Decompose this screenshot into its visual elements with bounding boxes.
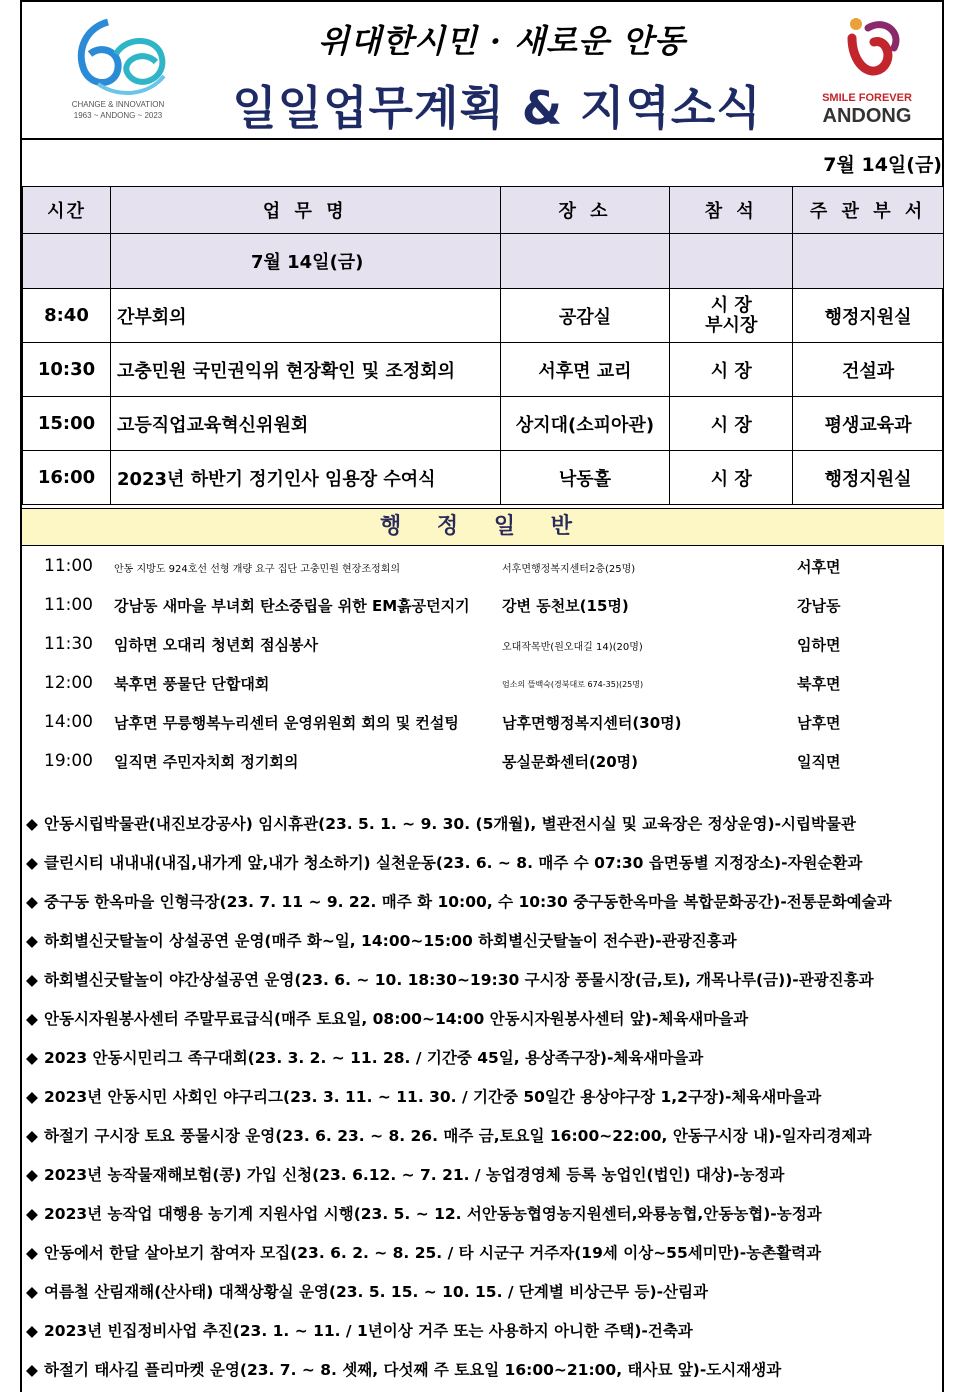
table-header-row: [23, 187, 944, 234]
notice-text: 중구동 한옥마을 인형극장(23. 7. 11 ~ 9. 22. 매주 화 10:00, 수 10:30 중구동한옥마을 복합문화공간)-전통문화예술과: [44, 893, 892, 911]
diamond-bullet-icon: ◆: [26, 1361, 38, 1379]
diamond-bullet-icon: ◆: [26, 1205, 38, 1223]
row-dept: 평생교육과: [793, 397, 944, 451]
day-label: 7월 14일(금): [110, 234, 500, 289]
diamond-bullet-icon: ◆: [26, 1127, 38, 1145]
notice-text: 여름철 산림재해(산사태) 대책상황실 운영(23. 5. 15. ~ 10. 15. / 단계별 비상근무 등)-산림과: [44, 1283, 708, 1301]
diamond-bullet-icon: ◆: [26, 893, 38, 911]
page-title: 일일업무계획 & 지역소식: [232, 81, 762, 135]
andong-logo: [812, 12, 922, 132]
notice-item: [26, 968, 942, 998]
row-place: 낙동홀: [500, 451, 670, 505]
diamond-bullet-icon: ◆: [26, 932, 38, 950]
notice-item: [26, 1358, 942, 1388]
list-item: [22, 548, 944, 584]
row-time: 10:30: [23, 343, 111, 397]
admin-place: 몽실문화센터(20명): [502, 753, 639, 771]
smile-andong-logo-icon: [812, 12, 922, 90]
logo-caption-2: 1963 ~ ANDONG ~ 2023: [73, 111, 163, 120]
list-item: [22, 704, 944, 740]
admin-region: 일직면: [797, 753, 841, 771]
list-item: [22, 587, 944, 623]
row-attend: 시 장: [670, 343, 793, 397]
notice-item: [26, 851, 942, 881]
diamond-bullet-icon: ◆: [26, 1322, 38, 1340]
notice-item: [26, 1241, 942, 1271]
notice-item: [26, 1202, 942, 1232]
schedule-table: [22, 186, 944, 505]
notice-text: 하절기 태사길 플리마켓 운영(23. 7. ~ 8. 셋째, 다섯째 주 토요일 16:00~21:00, 태사묘 앞)-도시재생과: [44, 1361, 782, 1379]
notice-text: 2023년 빈집정비사업 추진(23. 1. ~ 11. / 1년이상 거주 또는 사용하지 아니한 주택)-건축과: [44, 1322, 693, 1340]
notice-text: 2023년 농작물재해보험(콩) 가입 신청(23. 6.12. ~ 7. 21. / 농업경영체 등록 농업인(법인) 대상)-농정과: [44, 1166, 785, 1184]
admin-section-title: 행 정 일 반: [22, 508, 944, 546]
admin-time: 19:00: [44, 751, 93, 771]
admin-time: 12:00: [44, 673, 93, 693]
notice-text: 하회별신굿탈놀이 상설공연 운영(매주 화~일, 14:00~15:00 하회별신굿탈놀이 전수관)-관광진흥과: [44, 932, 737, 950]
report-date: 7월 14일(금): [823, 154, 942, 176]
row-place: 상지대(소피아관): [500, 397, 670, 451]
anniversary-logo: [58, 14, 178, 126]
admin-place: 엄소의 뜰백숙(경북대로 674-35)(25명): [502, 680, 644, 689]
notice-item: [26, 1046, 942, 1076]
row-time: 16:00: [23, 451, 111, 505]
admin-name: 남후면 무릉행복누리센터 운영위원회 회의 및 컨설팅: [114, 714, 459, 732]
row-attend: 시 장 부시장: [670, 289, 793, 343]
slogan: 위대한시민 · 새로운 안동: [318, 22, 686, 60]
table-row: [23, 451, 944, 505]
andong-logo-tagline: SMILE FOREVER: [822, 92, 912, 104]
diamond-bullet-icon: ◆: [26, 1088, 38, 1106]
admin-name: 강남동 새마을 부녀회 탄소중립을 위한 EM흙공던지기: [114, 597, 470, 615]
admin-name: 북후면 풍물단 단합대회: [114, 675, 270, 693]
andong-logo-name: ANDONG: [822, 105, 912, 127]
admin-time: 11:00: [44, 595, 93, 615]
header-dept: 주 관 부 서: [793, 187, 944, 234]
header-place: 장 소: [500, 187, 670, 234]
admin-region: 남후면: [797, 714, 841, 732]
admin-place: 오대작목반(원오대길 14)(20명): [502, 642, 643, 653]
notice-item: [26, 890, 942, 920]
row-place: 서후면 교리: [500, 343, 670, 397]
notice-item: [26, 1007, 942, 1037]
row-task: 2023년 하반기 정기인사 임용장 수여식: [110, 451, 500, 505]
notice-item: [26, 1319, 942, 1349]
admin-region: 서후면: [797, 558, 841, 576]
header-task: 업 무 명: [110, 187, 500, 234]
notice-text: 안동에서 한달 살아보기 참여자 모집(23. 6. 2. ~ 8. 25. / 타 시군구 거주자(19세 이상~55세미만)-농촌활력과: [44, 1244, 822, 1262]
sixty-logo-icon: [58, 14, 178, 104]
row-attend: 시 장: [670, 397, 793, 451]
row-task: 고충민원 국민권익위 현장확인 및 조정회의: [110, 343, 500, 397]
diamond-bullet-icon: ◆: [26, 815, 38, 833]
row-time: 15:00: [23, 397, 111, 451]
diamond-bullet-icon: ◆: [26, 1010, 38, 1028]
table-row: [23, 397, 944, 451]
row-dept: 건설과: [793, 343, 944, 397]
diamond-bullet-icon: ◆: [26, 971, 38, 989]
notice-text: 안동시자원봉사센터 주말무료급식(매주 토요일, 08:00~14:00 안동시자원봉사센터 앞)-체육새마을과: [44, 1010, 749, 1028]
row-attend: 시 장: [670, 451, 793, 505]
admin-place: 서후면행정복지센터2층(25명): [502, 564, 636, 575]
admin-time: 14:00: [44, 712, 93, 732]
list-item: [22, 665, 944, 701]
logo-caption-1: CHANGE & INNOVATION: [71, 100, 165, 109]
table-row: [23, 289, 944, 343]
admin-name: 안동 지방도 924호선 선형 개량 요구 집단 고충민원 현장조정회의: [114, 564, 401, 575]
day-row: [23, 234, 944, 289]
header-time: 시간: [23, 187, 111, 234]
list-item: [22, 743, 944, 779]
notice-text: 안동시립박물관(내진보강공사) 임시휴관(23. 5. 1. ~ 9. 30. (5개월), 별관전시실 및 교육장은 정상운영)-시립박물관: [44, 815, 856, 833]
row-dept: 행정지원실: [793, 289, 944, 343]
list-item: [22, 626, 944, 662]
notice-item: [26, 1124, 942, 1154]
row-task: 고등직업교육혁신위원회: [110, 397, 500, 451]
diamond-bullet-icon: ◆: [26, 854, 38, 872]
diamond-bullet-icon: ◆: [26, 1244, 38, 1262]
row-place: 공감실: [500, 289, 670, 343]
notice-item: [26, 1280, 942, 1310]
admin-region: 임하면: [797, 636, 841, 654]
admin-region: 강남동: [797, 597, 841, 615]
notice-item: [26, 812, 942, 842]
header: [22, 0, 944, 140]
row-dept: 행정지원실: [793, 451, 944, 505]
admin-place: 남후면행정복지센터(30명): [502, 714, 682, 732]
header-attend: 참 석: [670, 187, 793, 234]
notice-text: 2023년 농작업 대행용 농기계 지원사업 시행(23. 5. ~ 12. 서안동농협영농지원센터,와룡농협,안동농협)-농정과: [44, 1205, 822, 1223]
notice-item: [26, 929, 942, 959]
notice-text: 하회별신굿탈놀이 야간상설공연 운영(23. 6. ~ 10. 18:30~19:30 구시장 풍물시장(금,토), 개목나루(금))-관광진흥과: [44, 971, 874, 989]
diamond-bullet-icon: ◆: [26, 1283, 38, 1301]
notice-item: [26, 1163, 942, 1193]
admin-region: 북후면: [797, 675, 841, 693]
notice-text: 2023 안동시민리그 족구대회(23. 3. 2. ~ 11. 28. / 기간중 45일, 용상족구장)-체육새마을과: [44, 1049, 704, 1067]
row-time: 8:40: [23, 289, 111, 343]
notice-text: 2023년 안동시민 사회인 야구리그(23. 3. 11. ~ 11. 30. / 기간중 50일간 용상야구장 1,2구장)-체육새마을과: [44, 1088, 822, 1106]
notice-item: [26, 1085, 942, 1115]
admin-time: 11:00: [44, 556, 93, 576]
table-row: [23, 343, 944, 397]
notice-text: 하절기 구시장 토요 풍물시장 운영(23. 6. 23. ~ 8. 26. 매주 금,토요일 16:00~22:00, 안동구시장 내)-일자리경제과: [44, 1127, 872, 1145]
admin-name: 임하면 오대리 청년회 점심봉사: [114, 636, 319, 654]
diamond-bullet-icon: ◆: [26, 1166, 38, 1184]
admin-place: 강변 동천보(15명): [502, 597, 629, 615]
admin-time: 11:30: [44, 634, 93, 654]
notice-text: 클린시티 내내내(내집,내가게 앞,내가 청소하기) 실천운동(23. 6. ~ 8. 매주 수 07:30 읍면동별 지정장소)-자원순환과: [44, 854, 863, 872]
row-task: 간부회의: [110, 289, 500, 343]
diamond-bullet-icon: ◆: [26, 1049, 38, 1067]
admin-name: 일직면 주민자치회 정기회의: [114, 753, 299, 771]
